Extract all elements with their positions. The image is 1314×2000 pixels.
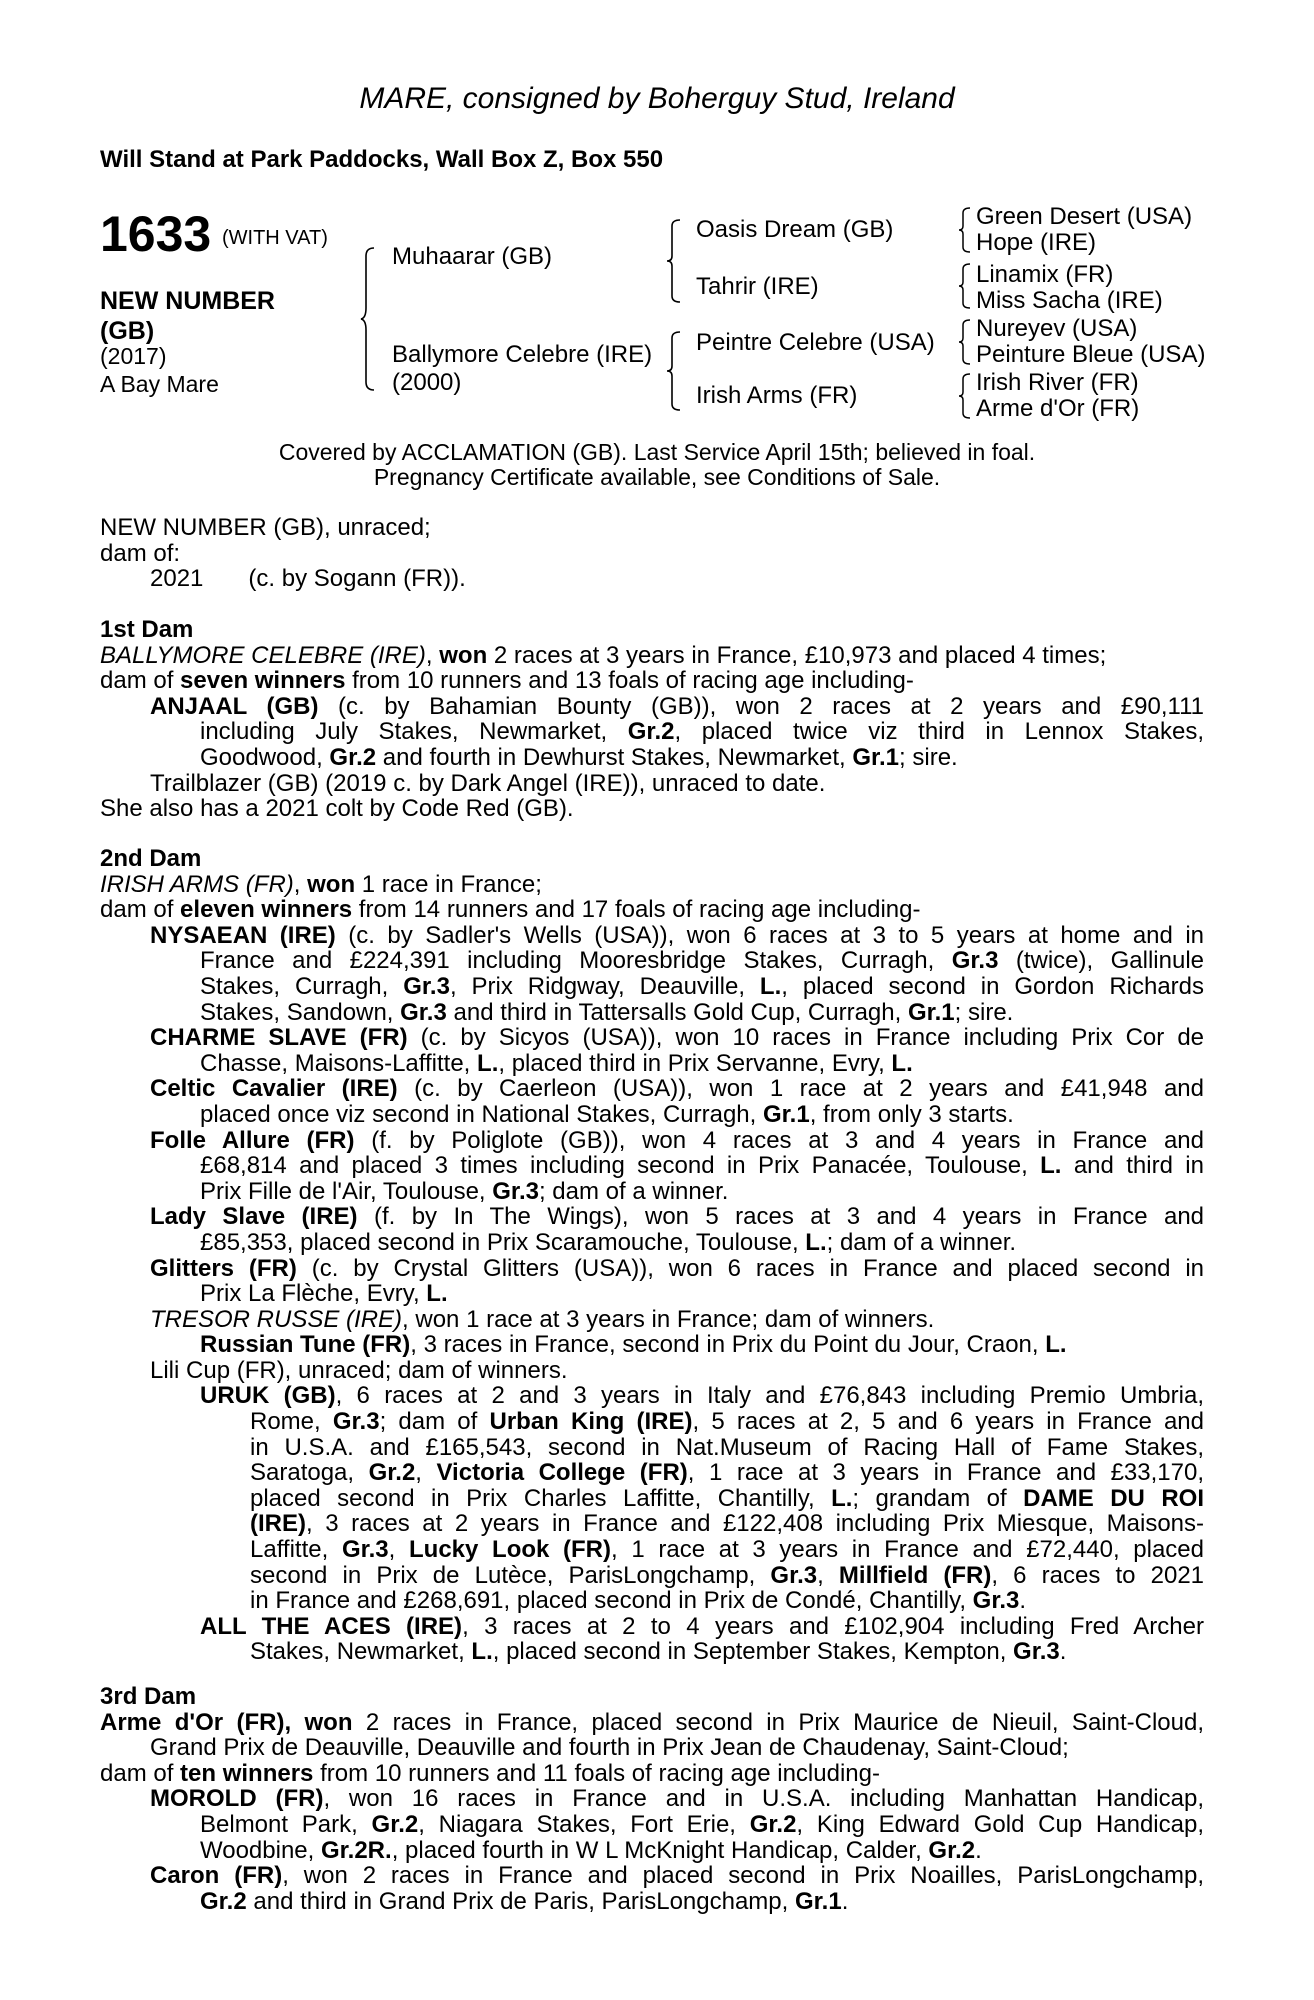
anjaal-text: including July Stakes, Newmarket, — [200, 718, 628, 746]
uruk-text: , — [415, 1459, 437, 1487]
charme-text: (c. by Sicyos (USA)), won 10 races in France including Prix Cor de — [407, 1024, 1205, 1052]
record-text: 2 races in France, placed second in Prix Maurice de Nieuil, Saint-Cloud, — [352, 1708, 1205, 1736]
folle-line-3 — [100, 1179, 1204, 1205]
third-dam-section — [100, 1684, 1204, 1914]
nysaean-line-3 — [100, 974, 1204, 1000]
charme-line-2 — [100, 1051, 1204, 1077]
grandparent-2: Hope (IRE) — [976, 229, 1097, 256]
dame-du-roi-name: DAME DU ROI — [1023, 1484, 1204, 1512]
lady-line-2 — [100, 1230, 1204, 1256]
uruk-line-3: in U.S.A. and £165,543, second in Nat.Museum of Racing Hall of Fame Stakes, — [250, 1433, 1204, 1461]
grade: L. — [1040, 1152, 1062, 1180]
nysaean-name: NYSAEAN (IRE) — [150, 921, 336, 949]
anjaal-text: Goodwood, — [200, 743, 330, 771]
uruk-name: URUK (GB) — [200, 1382, 336, 1410]
winners-rest: from 14 runners and 17 foals of racing age including- — [352, 896, 921, 924]
produce-line-3 — [100, 566, 1204, 592]
uruk-line-9 — [100, 1588, 1204, 1614]
grade: Gr.3 — [332, 1408, 380, 1436]
grade: L. — [426, 1280, 448, 1308]
charme-text: , placed third in Prix Servanne, Evry, — [498, 1049, 892, 1077]
lili-line: Lili Cup (FR), unraced; dam of winners. — [150, 1356, 568, 1384]
horse-year: (2017) — [100, 343, 167, 369]
uruk-text: in France and £268,691, placed second in Prix de Condé, Chantilly, — [250, 1587, 973, 1615]
nysaean-text: (c. by Sadler's Wells (USA)), won 6 races at 3 to 5 years at home and in — [335, 921, 1205, 949]
celtic-line-2 — [100, 1102, 1204, 1128]
winners-count: eleven winners — [180, 896, 353, 924]
sire-parents-brace — [666, 218, 682, 304]
grade: Gr.2 — [368, 1459, 416, 1487]
dam-sire: Peintre Celebre (USA) — [696, 329, 935, 356]
russian-line — [100, 1332, 1204, 1358]
trailblazer-line: Trailblazer (GB) (2019 c. by Dark Angel (IRE)), unraced to date. — [150, 769, 826, 797]
colt-line: She also has a 2021 colt by Code Red (GB). — [100, 795, 574, 823]
horse-name-line2: (GB) — [100, 317, 155, 345]
uruk-line-4 — [100, 1460, 1204, 1486]
grandparent-1: Green Desert (USA) — [976, 203, 1193, 230]
dam-parents-brace — [666, 330, 682, 412]
first-dam-name: BALLYMORE CELEBRE (IRE) — [100, 641, 426, 669]
first-dam-produce — [100, 668, 1204, 694]
folle-text: £68,814 and placed 3 times including second in Prix Panacée, Toulouse, — [200, 1152, 1041, 1180]
second-dam-produce — [100, 897, 1204, 923]
winners-count: seven winners — [180, 667, 346, 695]
lady-line-1 — [100, 1204, 1204, 1230]
grade: Gr.2 — [371, 1810, 419, 1838]
stand-location: Will Stand at Park Paddocks, Wall Box Z, Box 550 — [100, 146, 664, 173]
aces-text: , placed second in September Stakes, Kempton, — [492, 1638, 1014, 1666]
anjaal-line-2 — [100, 719, 1204, 745]
caron-text: , won 2 races in France and placed second in Prix Noailles, ParisLongchamp, — [282, 1862, 1205, 1890]
anjaal-text: and fourth in Dewhurst Stakes, Newmarket, — [376, 743, 853, 771]
grade: Gr.3 — [972, 1587, 1020, 1615]
uruk-text: ; dam of — [379, 1408, 490, 1436]
folle-line-1 — [100, 1128, 1204, 1154]
uruk-text: , 6 races to 2021 — [991, 1561, 1205, 1589]
folle-name: Folle Allure (FR) — [150, 1126, 355, 1154]
grandparent-6: Peinture Bleue (USA) — [976, 341, 1206, 368]
dam-of-label: dam of — [100, 1759, 181, 1787]
uruk-text: . — [1019, 1587, 1027, 1615]
grade: Gr.3 — [341, 1536, 389, 1564]
nysaean-text: Stakes, Curragh, — [200, 972, 404, 1000]
grandparent-3: Linamix (FR) — [976, 261, 1114, 288]
g-brace-1 — [958, 206, 972, 254]
nysaean-text: (twice), Gallinule — [998, 947, 1204, 975]
produce-year: 2021 — [150, 565, 204, 593]
grandparent-5: Nureyev (USA) — [976, 315, 1138, 342]
aces-line-2 — [100, 1639, 1204, 1665]
morold-line-1 — [100, 1786, 1204, 1812]
glitters-text: Prix La Flèche, Evry, — [200, 1280, 427, 1308]
morold-text: . — [975, 1836, 982, 1864]
caron-text: . — [841, 1887, 849, 1915]
morold-line-3 — [100, 1838, 1204, 1864]
celtic-text: (c. by Caerleon (USA)), won 1 race at 2 years and £41,948 and — [397, 1075, 1204, 1103]
sire-dam-brace — [360, 246, 376, 392]
tresor-line — [100, 1307, 1204, 1333]
uruk-text: , 3 races at 2 years in France and £122,408 including Prix Miesque, Maisons- — [306, 1510, 1204, 1538]
grade: Gr.1 — [852, 743, 900, 771]
grade: Gr.1 — [907, 998, 955, 1026]
grade: L. — [805, 1228, 827, 1256]
uruk-line-2 — [100, 1409, 1204, 1435]
celtic-line-1 — [100, 1076, 1204, 1102]
glitters-line-1 — [100, 1256, 1204, 1282]
victoria-college-name: Victoria College (FR) — [436, 1459, 688, 1487]
covered-line-1: Covered by ACCLAMATION (GB). Last Service April 15th; believed in foal. — [278, 439, 1036, 465]
third-dam-record-2: Grand Prix de Deauville, Deauville and fourth in Prix Jean de Chaudenay, Saint-Cloud; — [150, 1734, 1069, 1762]
grade: Gr.3 — [770, 1561, 818, 1589]
grade: Gr.3 — [1013, 1638, 1060, 1666]
second-dam-section — [100, 846, 1204, 1665]
grade: Gr.1 — [762, 1100, 810, 1128]
caron-text: and third in Grand Prix de Paris, ParisLongchamp, — [246, 1887, 795, 1915]
dam-of-label: dam of — [100, 667, 181, 695]
produce-foal: (c. by Sogann (FR)). — [248, 565, 466, 593]
caron-line-1 — [100, 1863, 1204, 1889]
grade: Gr.2R. — [320, 1836, 392, 1864]
horse-name-line1: NEW NUMBER — [100, 287, 275, 315]
third-dam-record — [100, 1710, 1204, 1736]
vat-note: (WITH VAT) — [222, 227, 328, 249]
dam-dam: Irish Arms (FR) — [696, 382, 858, 409]
nysaean-line-2 — [100, 948, 1204, 974]
anjaal-line-3 — [100, 745, 1204, 771]
grade: L. — [891, 1049, 913, 1077]
comma: , — [284, 1708, 305, 1736]
folle-text: (f. by Poliglote (GB)), won 4 races at 3 and 4 years in France and — [354, 1126, 1204, 1154]
anjaal-text: ; sire. — [899, 743, 958, 771]
second-dam-name: IRISH ARMS (FR) — [100, 870, 294, 898]
won-label: won — [307, 870, 356, 898]
first-dam-section — [100, 617, 1204, 822]
morold-text: Woodbine, — [200, 1836, 321, 1864]
dam-year: (2000) — [392, 369, 462, 396]
charme-line-1 — [100, 1025, 1204, 1051]
morold-text: Belmont Park, — [200, 1810, 372, 1838]
g-brace-2 — [958, 262, 972, 310]
glitters-line-2 — [100, 1281, 1204, 1307]
grade: L. — [471, 1638, 493, 1666]
record-text: 2 races at 3 years in France, £10,973 and placed 4 times; — [487, 641, 1107, 669]
tresor-text: , won 1 race at 3 years in France; dam of winners. — [402, 1305, 935, 1333]
caron-line-2 — [100, 1889, 1204, 1915]
lady-name: Lady Slave (IRE) — [150, 1203, 358, 1231]
uruk-text: placed second in Prix Charles Laffitte, Chantilly, — [250, 1484, 832, 1512]
winners-rest: from 10 runners and 11 foals of racing age including- — [313, 1759, 880, 1787]
caron-name: Caron (FR) — [150, 1862, 283, 1890]
all-the-aces-name: ALL THE ACES (IRE) — [200, 1612, 463, 1640]
anjaal-line-1 — [100, 694, 1204, 720]
won-label: won — [304, 1708, 353, 1736]
uruk-line-6 — [100, 1511, 1204, 1537]
morold-text: , Niagara Stakes, Fort Erie, — [418, 1810, 750, 1838]
uruk-text: , — [817, 1561, 839, 1589]
uruk-text: Saratoga, — [250, 1459, 369, 1487]
lady-text: £85,353, placed second in Prix Scaramouche, Toulouse, — [200, 1228, 806, 1256]
uruk-text: , 1 race at 3 years in France and £33,170, — [687, 1459, 1205, 1487]
uruk-text: ; grandam of — [852, 1484, 1024, 1512]
charme-text: Chasse, Maisons-Laffitte, — [200, 1049, 478, 1077]
folle-text: ; dam of a winner. — [538, 1177, 729, 1205]
sire-name: Muhaarar (GB) — [392, 243, 553, 270]
folle-line-2 — [100, 1153, 1204, 1179]
first-dam-record: BALLYMORE CELEBRE (IRE), won 2 races at 3 years in France, £10,973 and placed 4 times; — [100, 641, 1107, 669]
grandparent-8: Arme d'Or (FR) — [976, 395, 1140, 422]
third-dam-name: Arme d'Or (FR) — [100, 1708, 285, 1736]
nysaean-text: , Prix Ridgway, Deauville, — [449, 972, 760, 1000]
consignor-title: MARE, consigned by Boherguy Stud, Ireland — [359, 82, 955, 115]
grade: L. — [1045, 1331, 1067, 1359]
russian-text: , 3 races in France, second in Prix du Point du Jour, Craon, — [410, 1331, 1046, 1359]
uruk-line-5 — [100, 1486, 1204, 1512]
grade: Gr.3 — [492, 1177, 539, 1205]
uruk-text: , 5 races at 2, 5 and 6 years in France and — [692, 1408, 1205, 1436]
morold-text: , won 16 races in France and in U.S.A. including Manhattan Handicap, — [323, 1785, 1205, 1813]
folle-text: Prix Fille de l'Air, Toulouse, — [200, 1177, 493, 1205]
grade: L. — [759, 972, 782, 1000]
grade: Gr.2 — [627, 718, 675, 746]
horse-description: A Bay Mare — [100, 371, 219, 397]
russian-name: Russian Tune (FR) — [200, 1331, 411, 1359]
nysaean-line-1 — [100, 923, 1204, 949]
lot-number: 1633 — [100, 206, 212, 262]
morold-line-2 — [100, 1812, 1204, 1838]
anjaal-name: ANJAAL (GB) — [150, 692, 319, 720]
charme-name: CHARME SLAVE (FR) — [150, 1024, 408, 1052]
uruk-line-7 — [100, 1537, 1204, 1563]
aces-text: , 3 races at 2 to 4 years and £102,904 including Fred Archer — [462, 1612, 1204, 1640]
grade: L. — [477, 1049, 499, 1077]
grade: Gr.2 — [749, 1810, 797, 1838]
uruk-text: Laffitte, — [250, 1536, 342, 1564]
lady-text: (f. by In The Wings), won 5 races at 3 and 4 years in France and — [357, 1203, 1205, 1231]
g-brace-4 — [958, 372, 972, 420]
celtic-text: , from only 3 starts. — [809, 1100, 1014, 1128]
tresor-name: TRESOR RUSSE (IRE) — [150, 1305, 403, 1333]
uruk-line-1 — [100, 1383, 1204, 1409]
anjaal-text: , placed twice viz third in Lennox Stakes, — [674, 718, 1204, 746]
morold-text: , King Edward Gold Cup Handicap, — [796, 1810, 1204, 1838]
produce-line-1: NEW NUMBER (GB), unraced; — [100, 514, 431, 541]
grade: Gr.1 — [794, 1887, 842, 1915]
grade: L. — [831, 1484, 853, 1512]
morold-name: MOROLD (FR) — [150, 1785, 324, 1813]
dam-of-label: dam of — [100, 896, 181, 924]
produce-line-2: dam of: — [100, 539, 181, 567]
grade: Gr.3 — [951, 947, 999, 975]
grade: Gr.2 — [200, 1887, 247, 1915]
won-label: won — [439, 641, 488, 669]
nysaean-text: France and £224,391 including Mooresbridge Stakes, Curragh, — [200, 947, 952, 975]
record-text: 1 race in France; — [355, 870, 542, 898]
second-dam-heading: 2nd Dam — [100, 845, 202, 872]
grade: Gr.3 — [403, 972, 450, 1000]
nysaean-text: , placed second in Gordon Richards — [781, 972, 1205, 1000]
nysaean-text: Stakes, Sandown, — [200, 998, 401, 1026]
winners-rest: from 10 runners and 13 foals of racing age including- — [345, 667, 914, 695]
uruk-text: , 1 race at 3 years in France and £72,440, placed — [611, 1536, 1205, 1564]
celtic-name: Celtic Cavalier (IRE) — [150, 1075, 398, 1103]
millfield-name: Millfield (FR) — [838, 1561, 992, 1589]
nysaean-text: ; sire. — [954, 998, 1014, 1026]
winners-count: ten winners — [180, 1759, 314, 1787]
glitters-text: (c. by Crystal Glitters (USA)), won 6 races in France and placed second in — [296, 1254, 1204, 1282]
morold-text: , placed fourth in W L McKnight Handicap, Calder, — [391, 1836, 929, 1864]
produce-section — [100, 515, 1204, 592]
grandparent-4: Miss Sacha (IRE) — [976, 287, 1163, 314]
folle-text: and third in — [1061, 1152, 1204, 1180]
uruk-text: second in Prix de Lutèce, ParisLongchamp, — [250, 1561, 771, 1589]
grade: Gr.3 — [400, 998, 447, 1026]
grade: Gr.2 — [329, 743, 377, 771]
urban-king-name: Urban King (IRE) — [489, 1408, 693, 1436]
lucky-look-name: Lucky Look (FR) — [409, 1536, 612, 1564]
sire-sire: Oasis Dream (GB) — [696, 216, 894, 243]
glitters-name: Glitters (FR) — [150, 1254, 297, 1282]
aces-text: Stakes, Newmarket, — [250, 1638, 472, 1666]
grade: Gr.2 — [928, 1836, 976, 1864]
second-dam-record: IRISH ARMS (FR), won 1 race in France; — [100, 870, 542, 898]
uruk-text: Rome, — [250, 1408, 333, 1436]
g-brace-3 — [958, 318, 972, 366]
first-dam-heading: 1st Dam — [100, 616, 194, 643]
nysaean-line-4 — [100, 1000, 1204, 1026]
celtic-text: placed once viz second in National Stakes, Curragh, — [200, 1100, 763, 1128]
uruk-text: , — [388, 1536, 409, 1564]
dam-name: Ballymore Celebre (IRE) — [392, 341, 653, 368]
uruk-line-8 — [100, 1563, 1204, 1589]
nysaean-text: and third in Tattersalls Gold Cup, Curragh, — [446, 998, 908, 1026]
grandparent-7: Irish River (FR) — [976, 369, 1139, 396]
lady-text: ; dam of a winner. — [826, 1228, 1017, 1256]
aces-text: . — [1059, 1638, 1067, 1666]
anjaal-text: (c. by Bahamian Bounty (GB)), won 2 races at 2 years and £90,111 — [318, 692, 1204, 720]
sire-dam: Tahrir (IRE) — [696, 273, 819, 300]
aces-line-1 — [100, 1614, 1204, 1640]
third-dam-heading: 3rd Dam — [100, 1683, 197, 1710]
covered-line-2: Pregnancy Certificate available, see Conditions of Sale. — [373, 464, 941, 490]
dame-du-roi-country: (IRE) — [250, 1510, 306, 1538]
third-dam-produce — [100, 1761, 1204, 1787]
uruk-text: , 6 races at 2 and 3 years in Italy and £76,843 including Premio Umbria, — [335, 1382, 1204, 1410]
